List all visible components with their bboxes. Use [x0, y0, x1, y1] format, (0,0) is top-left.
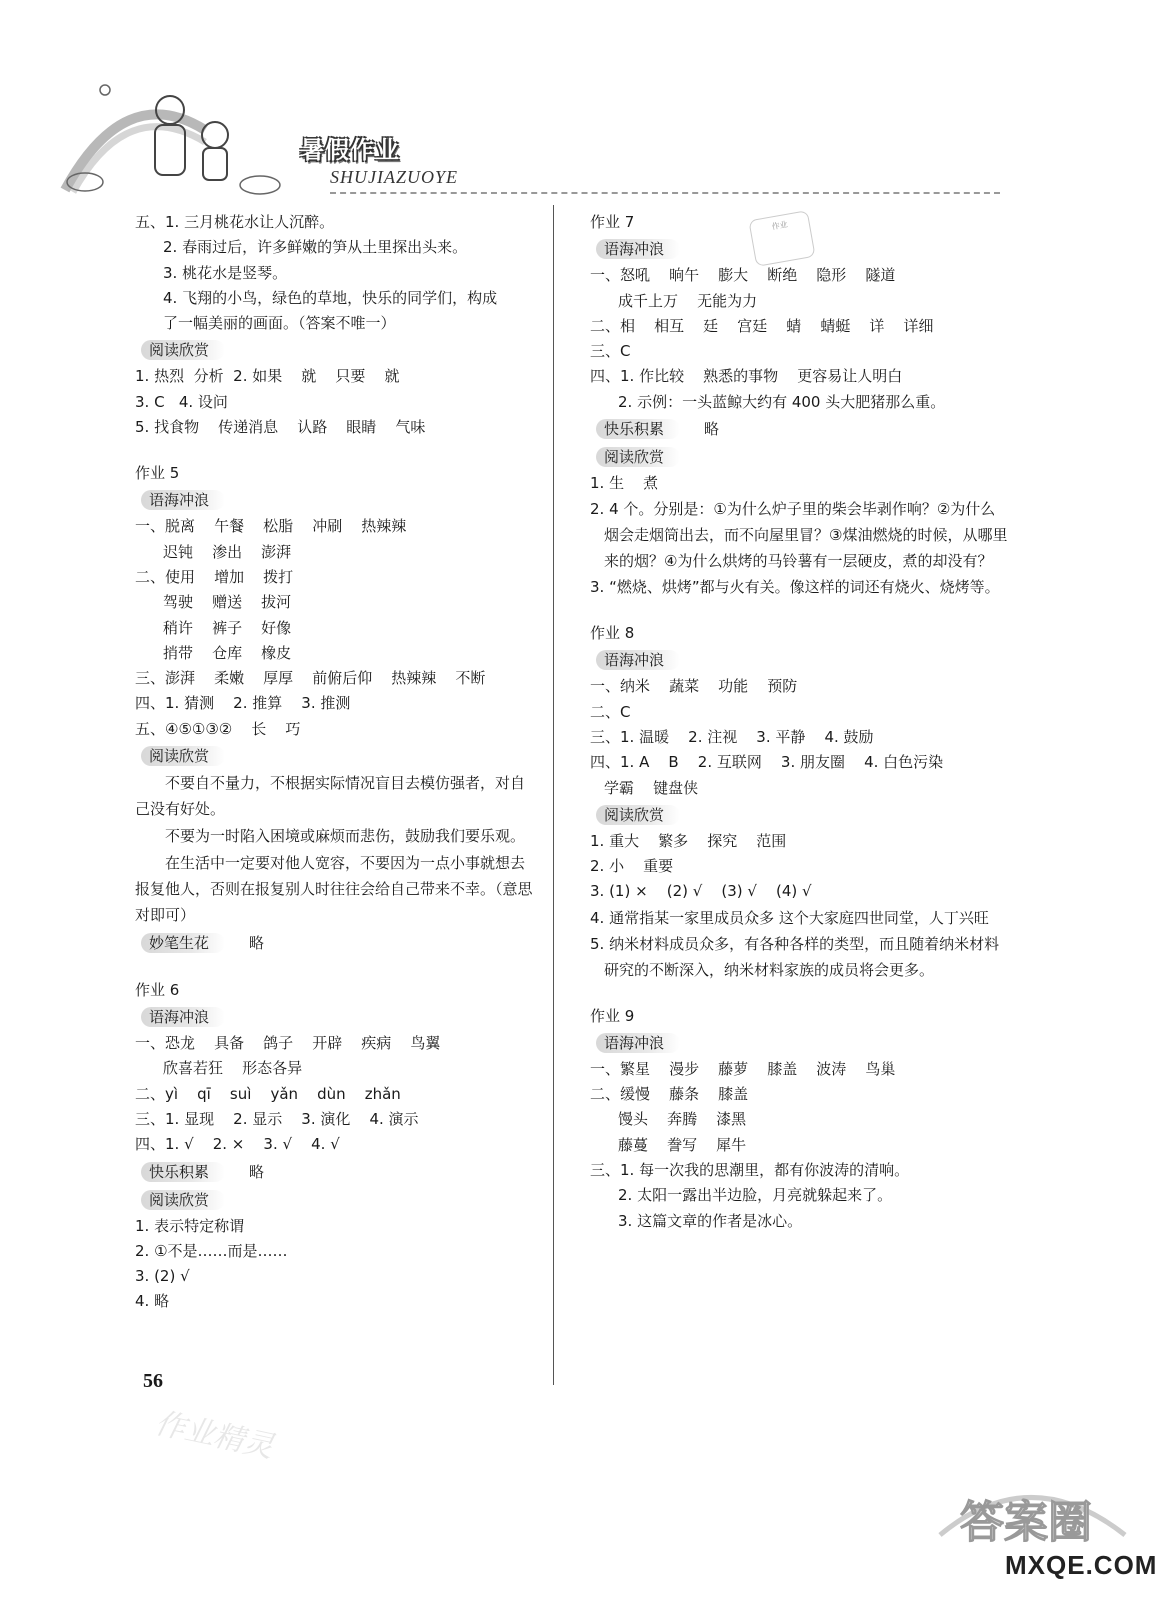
answer-line: 2. 示例：一头蓝鲸大约有 400 头大肥猪那么重。: [618, 392, 946, 411]
answer-line: 四、1. 作比较 熟悉的事物 更容易让人明白: [590, 367, 903, 386]
answer-line: 学霸 键盘侠: [604, 778, 699, 797]
homework-title: 作业 6: [135, 981, 180, 1000]
section-label: 阅读欣赏: [143, 338, 215, 362]
answer-paragraph: 不要自不量力，不根据实际情况盲目去模仿强者，对自己没有好处。: [135, 774, 526, 819]
answer-line: 3. 桃花水是竖琴。: [163, 263, 288, 282]
answer-line: 二、使用 增加 拨打: [135, 567, 294, 586]
answer-line: 一、恐龙 具备 鸽子 开辟 疾病 鸟翼: [135, 1034, 441, 1053]
answer-line: 驾驶 赠送 拔河: [163, 593, 292, 612]
answer-paragraph: 5. 纳米材料成员众多，有各种各样的类型，而且随着纳米材料研究的不断深入，纳米材料家族的成员将会更多。: [590, 934, 1000, 979]
logo-label: 答案圈: [960, 1497, 1092, 1548]
answer-line: 五、④⑤①③② 长 巧: [135, 719, 301, 738]
answer-line: 1. 表示特定称谓: [135, 1216, 245, 1235]
watermark: 作业精灵: [151, 1405, 277, 1466]
header-title: 暑假作业: [300, 136, 400, 164]
right-column: [590, 210, 1010, 1234]
answer-line: 迟钝 渗出 澎湃: [163, 542, 292, 561]
answer-paragraph: 不要为一时陷入困境或麻烦而悲伤，鼓励我们要乐观。: [165, 827, 526, 846]
section-label: 语海冲浪: [598, 648, 670, 672]
section-label: 阅读欣赏: [143, 1188, 215, 1212]
answer-line: 3. C 4. 设问: [135, 392, 228, 411]
answer-line: 4. 略: [135, 1292, 170, 1311]
answer-text: 略: [249, 934, 265, 953]
answer-line: 2. ①不是……而是……: [135, 1241, 288, 1260]
answer-line: 稍许 裤子 好像: [163, 618, 292, 637]
homework-title: 作业 9: [590, 1006, 635, 1025]
answer-text: 略: [249, 1162, 265, 1181]
answer-line: 一、脱离 午餐 松脂 冲刷 热辣辣: [135, 517, 407, 536]
answer-line: 5. 找食物 传递消息 认路 眼睛 气味: [135, 418, 426, 437]
answer-line: 一、繁星 漫步 藤萝 膝盖 波涛 鸟巢: [590, 1059, 896, 1078]
answer-line: 2. 春雨过后，许多鲜嫩的笋从土里探出头来。: [163, 238, 468, 257]
column-divider: [553, 205, 554, 1385]
homework-title: 作业 5: [135, 464, 180, 483]
answer-paragraph: 在生活中一定要对他人宽容，不要因为一点小事就想去报复他人，否则在报复别人时往往会给自己带来不幸。（意思对即可）: [135, 854, 533, 925]
answer-line: 3. (1) × (2) √ (3) √ (4) √: [590, 882, 812, 901]
stamp-text: 作业: [771, 219, 789, 232]
answer-line: 1. 重大 繁多 探究 范围: [590, 831, 787, 850]
logo-text: MXQE.COM: [1005, 1550, 1157, 1580]
answer-line: 一、怒吼 晌午 膨大 断绝 隐形 隧道: [590, 266, 896, 285]
answer-line: 4. 飞翔的小鸟，绿色的草地，快乐的同学们，构成: [163, 288, 498, 307]
left-column: [135, 210, 535, 1315]
answer-line: 欣喜若狂 形态各异: [163, 1059, 303, 1078]
section-label: 语海冲浪: [598, 237, 670, 261]
answer-line: 一、纳米 蔬菜 功能 预防: [590, 677, 798, 696]
answer-line: 三、C: [590, 342, 631, 361]
answer-line: 四、1. A B 2. 互联网 3. 朋友圈 4. 白色污染: [590, 753, 944, 772]
section-label: 阅读欣赏: [598, 803, 670, 827]
answer-line: 二、C: [590, 702, 631, 721]
answer-line: 捎带 仓库 橡皮: [163, 643, 292, 662]
answer-line: 成千上万 无能为力: [618, 291, 758, 310]
answer-paragraph: 3. “燃烧、烘烤”都与火有关。像这样的词还有烧火、烧烤等。: [590, 578, 1000, 597]
page-number: 56: [143, 1370, 163, 1392]
section-label: 语海冲浪: [143, 488, 215, 512]
header-subtitle: SHUJIAZUOYE: [330, 167, 458, 187]
page-header: [0, 0, 1140, 200]
answer-line: 三、1. 温暖 2. 注视 3. 平静 4. 鼓励: [590, 727, 874, 746]
answer-line: 了一幅美丽的画面。（答案不唯一）: [163, 314, 396, 333]
section-label: 语海冲浪: [598, 1031, 670, 1055]
answer-text: 略: [704, 420, 720, 439]
answer-line: 三、1. 显现 2. 显示 3. 演化 4. 演示: [135, 1109, 419, 1128]
answer-paragraph: 4. 通常指某一家里成员众多 这个大家庭四世同堂，人丁兴旺: [590, 908, 989, 927]
section-label: 阅读欣赏: [598, 445, 670, 469]
answer-line: 二、缓慢 藤条 膝盖: [590, 1085, 749, 1104]
answer-line: 二、yì qī suì yǎn dùn zhǎn: [135, 1084, 401, 1103]
section-label: 阅读欣赏: [143, 744, 215, 768]
answer-line: 3. (2) √: [135, 1267, 190, 1286]
section-label: 语海冲浪: [143, 1005, 215, 1029]
answer-line: 馒头 奔腾 漆黑: [618, 1110, 747, 1129]
homework-title: 作业 8: [590, 624, 635, 643]
answer-line: 四、1. √ 2. × 3. √ 4. √: [135, 1135, 340, 1154]
answer-line: 1. 热烈 分析 2. 如果 就 只要 就: [135, 367, 400, 386]
header-divider: [330, 192, 1000, 194]
answer-line: 三、澎湃 柔嫩 厚厚 前俯后仰 热辣辣 不断: [135, 669, 486, 688]
answer-line: 五、1. 三月桃花水让人沉醉。: [135, 213, 335, 231]
answer-paragraph: 2. 4 个。分别是：①为什么炉子里的柴会毕剥作响？②为什么烟会走烟筒出去，而不向屋里冒？③煤油燃烧的时候，从哪里来的烟？④为什么烘烤的马铃薯有一层硬皮，煮的却没有？: [590, 500, 1008, 571]
answer-line: 2. 太阳一露出半边脸，月亮就躲起来了。: [618, 1186, 893, 1205]
answer-line: 1. 生 煮: [590, 474, 659, 493]
answer-line: 2. 小 重要: [590, 857, 674, 876]
answer-line: 四、1. 猜测 2. 推算 3. 推测: [135, 694, 351, 713]
section-label: 快乐积累: [598, 417, 670, 441]
answer-line: 二、相 相互 廷 宫廷 蜻 蜻蜓 详 详细: [590, 316, 934, 335]
section-label: 快乐积累: [143, 1160, 215, 1184]
answer-line: 3. 这篇文章的作者是冰心。: [618, 1211, 803, 1230]
answer-line: 三、1. 每一次我的思潮里，都有你波涛的清响。: [590, 1160, 910, 1179]
kids-rainbow-illustration: [55, 70, 325, 200]
section-label: 妙笔生花: [143, 931, 215, 955]
answer-line: 藤蔓 誊写 犀牛: [618, 1135, 747, 1154]
homework-title: 作业 7: [590, 213, 635, 231]
